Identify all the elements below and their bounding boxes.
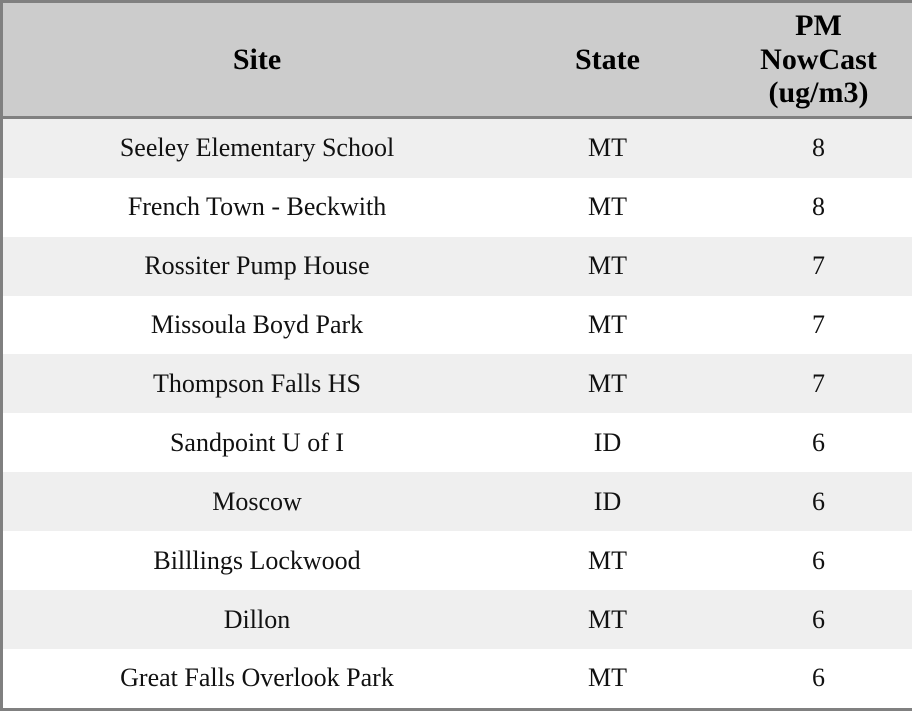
- header-row: [3, 3, 912, 117]
- table-header: [3, 3, 912, 117]
- column-header-pm-nowcast: [704, 3, 912, 117]
- cell-state: MT: [511, 590, 704, 649]
- column-header-pm-nowcast-line1: PM: [795, 9, 842, 42]
- table-row: [3, 117, 912, 177]
- air-quality-table: [3, 3, 912, 708]
- cell-pm-nowcast: 8: [704, 178, 912, 237]
- cell-site: Thompson Falls HS: [3, 354, 511, 413]
- cell-state: MT: [511, 237, 704, 296]
- cell-state: MT: [511, 354, 704, 413]
- cell-pm-nowcast: 6: [704, 472, 912, 531]
- cell-state: MT: [511, 178, 704, 237]
- table-row: [3, 413, 912, 472]
- cell-pm-nowcast: 6: [704, 649, 912, 708]
- table-row: [3, 354, 912, 413]
- cell-site: Missoula Boyd Park: [3, 296, 511, 355]
- cell-pm-nowcast: 6: [704, 531, 912, 590]
- cell-pm-nowcast: 6: [704, 413, 912, 472]
- cell-pm-nowcast: 7: [704, 237, 912, 296]
- table-row: [3, 590, 912, 649]
- cell-site: Rossiter Pump House: [3, 237, 511, 296]
- table-row: [3, 296, 912, 355]
- cell-site: Great Falls Overlook Park: [3, 649, 511, 708]
- table-row: [3, 472, 912, 531]
- column-header-state: State: [511, 3, 704, 117]
- table-body: [3, 117, 912, 708]
- table-row: [3, 178, 912, 237]
- cell-state: ID: [511, 413, 704, 472]
- cell-state: MT: [511, 296, 704, 355]
- column-header-pm-nowcast-line2: NowCast: [760, 42, 877, 76]
- table-row: [3, 237, 912, 296]
- cell-pm-nowcast: 6: [704, 590, 912, 649]
- cell-pm-nowcast: 8: [704, 117, 912, 177]
- cell-state: ID: [511, 472, 704, 531]
- cell-site: French Town - Beckwith: [3, 178, 511, 237]
- column-header-pm-nowcast-line3: (ug/m3): [768, 76, 869, 110]
- cell-site: Moscow: [3, 472, 511, 531]
- table-row: [3, 649, 912, 708]
- column-header-site: Site: [3, 3, 511, 117]
- cell-state: MT: [511, 117, 704, 177]
- table-row: [3, 531, 912, 590]
- cell-pm-nowcast: 7: [704, 354, 912, 413]
- cell-state: MT: [511, 649, 704, 708]
- cell-site: Seeley Elementary School: [3, 117, 511, 177]
- cell-state: MT: [511, 531, 704, 590]
- cell-pm-nowcast: 7: [704, 296, 912, 355]
- cell-site: Sandpoint U of I: [3, 413, 511, 472]
- cell-site: Billlings Lockwood: [3, 531, 511, 590]
- cell-site: Dillon: [3, 590, 511, 649]
